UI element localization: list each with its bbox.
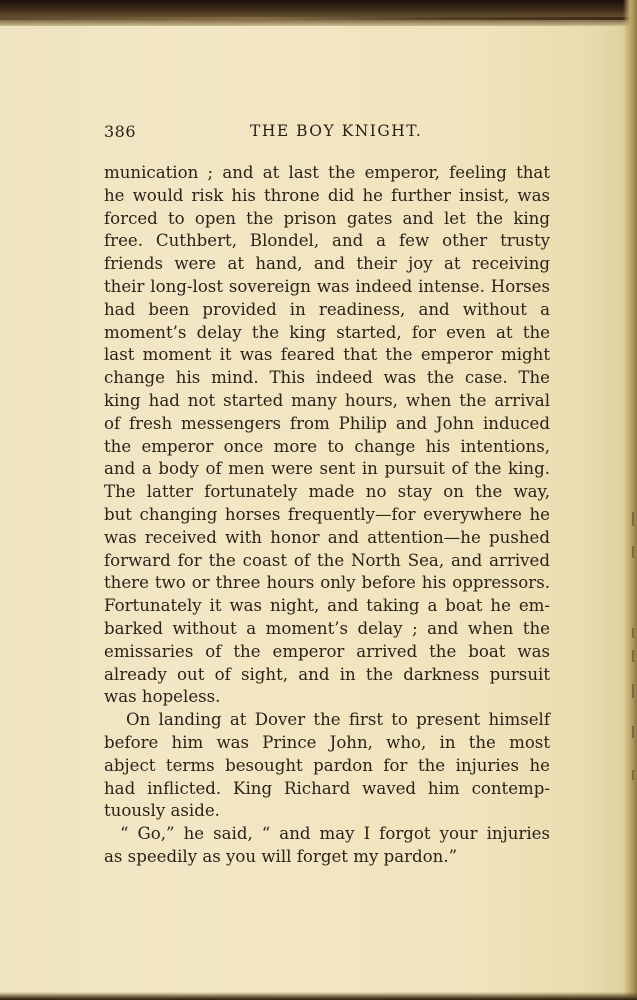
text-line: had been provided in readiness, and without a (104, 299, 550, 319)
text-line: Fortunately it was night, and taking a boat he em- (104, 596, 550, 616)
text-line: forced to open the prison gates and let the king (104, 208, 550, 228)
text-line: last moment it was feared that the emperor might (104, 345, 550, 365)
page-top-edge (0, 0, 637, 26)
text-line: and a body of men were sent in pursuit of the king. (104, 459, 550, 479)
page-number: 386 (104, 122, 137, 141)
text-line: he would risk his throne did he further insist, was (104, 185, 550, 205)
text-line: but changing horses frequently—for everywhere he (104, 504, 550, 524)
text-line: friends were at hand, and their joy at receiving (104, 254, 550, 274)
text-line: the emperor once more to change his intentions, (104, 436, 550, 456)
margin-mark (632, 628, 634, 638)
text-line: tuously aside. (104, 801, 220, 821)
text-line: munication ; and at last the emperor, feeling that (104, 163, 550, 182)
text-line: barked without a moment’s delay ; and when the (104, 618, 550, 638)
text-line: moment’s delay the king started, for even at the (104, 322, 550, 342)
running-title: THE BOY KNIGHT. (250, 122, 423, 140)
text-line: On landing at Dover the first to present himself (126, 710, 550, 730)
margin-mark (632, 512, 634, 526)
text-line: forward for the coast of the North Sea, and arrived (104, 550, 550, 570)
text-line: The latter fortunately made no stay on the way, (104, 482, 550, 502)
body-text (104, 162, 550, 869)
text-line: already out of sight, and in the darkness pursuit (104, 664, 550, 684)
margin-mark (632, 546, 634, 558)
text-line: was received with honor and attention—he pushed (104, 527, 550, 547)
text-line: free. Cuthbert, Blondel, and a few other trusty (104, 231, 550, 251)
margin-mark (632, 684, 634, 698)
margin-mark (632, 650, 634, 662)
text-line: their long-lost sovereign was indeed intense. Horses (104, 276, 550, 296)
text-line: was hopeless. (104, 687, 221, 707)
text-line: emissaries of the emperor arrived the boat was (104, 641, 550, 661)
margin-mark (632, 726, 634, 738)
text-line: change his mind. This indeed was the case. The (104, 368, 550, 388)
text-line: there two or three hours only before his oppressors. (104, 573, 550, 593)
page-header (104, 122, 550, 146)
text-line: abject terms besought pardon for the injuries he (104, 755, 550, 775)
text-line: as speedily as you will forget my pardon.” (104, 846, 458, 866)
text-line: king had not started many hours, when the arrival (104, 390, 550, 410)
text-line: of fresh messengers from Philip and John induced (104, 413, 550, 433)
text-line: before him was Prince John, who, in the most (104, 732, 550, 752)
text-line: “ Go,” he said, “ and may I forgot your injuries (120, 824, 550, 844)
margin-mark (632, 770, 634, 780)
text-line: had inflicted. King Richard waved him contemp- (104, 778, 550, 798)
page-bottom-edge (0, 992, 637, 1000)
page-right-edge (623, 0, 637, 1000)
